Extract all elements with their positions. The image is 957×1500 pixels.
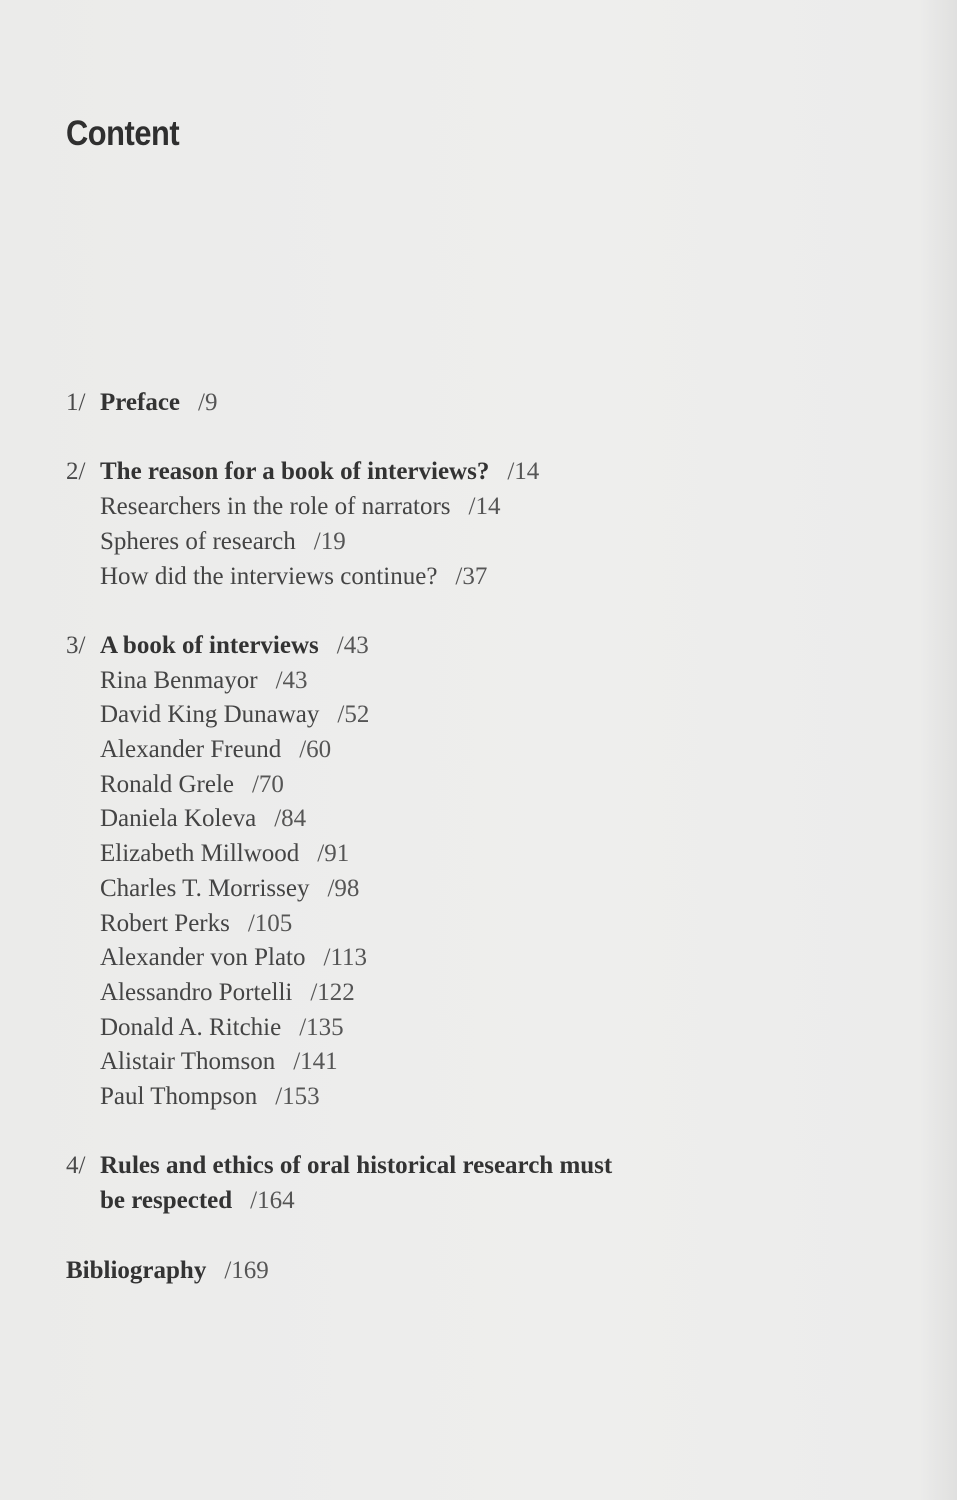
- toc-subentry[interactable]: [66, 664, 866, 699]
- section-number: 2/: [66, 458, 86, 486]
- toc-subentry[interactable]: [66, 941, 866, 976]
- subentry-label: Alessandro Portelli: [100, 978, 293, 1006]
- toc-subentry[interactable]: [66, 802, 866, 837]
- page-number: /60: [299, 736, 332, 763]
- toc-subentry[interactable]: [66, 872, 866, 907]
- section-heading-continued: be respected: [100, 1187, 233, 1215]
- page-number: /70: [251, 770, 284, 798]
- subentry-label: Alexander von Plato: [100, 944, 306, 972]
- subentry-label: Paul Thompson: [100, 1083, 258, 1111]
- page-number: /84: [274, 805, 307, 833]
- toc-subentry[interactable]: [66, 560, 866, 595]
- toc-subentry[interactable]: [66, 837, 866, 872]
- page-number: /105: [247, 909, 293, 937]
- subentry-label: Daniela Koleva: [100, 805, 257, 833]
- page-number: /43: [336, 631, 369, 659]
- page-number: /122: [310, 978, 355, 1006]
- page-number: /19: [313, 527, 346, 555]
- toc-entry[interactable]: [66, 1149, 866, 1184]
- toc-entry[interactable]: [66, 386, 866, 421]
- page-number: /164: [250, 1187, 295, 1215]
- page-title: Content: [66, 114, 180, 153]
- page-number: /14: [468, 493, 501, 521]
- subentry-label: Elizabeth Millwood: [100, 840, 300, 868]
- toc-subentry[interactable]: [66, 698, 866, 733]
- subentry-label: Rina Benmayor: [100, 666, 258, 694]
- toc-entry-continuation[interactable]: [66, 1184, 866, 1219]
- page-number: /52: [337, 701, 370, 729]
- subentry-label: Researchers in the role of narrators: [100, 493, 451, 521]
- toc-subentry[interactable]: [66, 976, 866, 1011]
- toc-section-reason: [66, 455, 866, 594]
- subentry-label: Donald A. Ritchie: [100, 1013, 282, 1041]
- section-heading: A book of interviews: [100, 631, 319, 659]
- subentry-label: David King Dunaway: [100, 701, 320, 729]
- toc-subentry[interactable]: [66, 1011, 866, 1046]
- subentry-label: How did the interviews continue?: [100, 562, 438, 590]
- toc-section-preface: [66, 386, 866, 421]
- page-number: /9: [198, 389, 218, 416]
- section-heading: Bibliography: [66, 1256, 207, 1284]
- toc-subentry[interactable]: [66, 1080, 866, 1115]
- section-heading: Rules and ethics of oral historical research must: [100, 1152, 613, 1180]
- subentry-label: Ronald Grele: [100, 770, 234, 798]
- page-number: /141: [293, 1048, 338, 1076]
- toc-section-rules: [66, 1149, 866, 1218]
- toc-subentry[interactable]: [66, 768, 866, 803]
- table-of-contents: [66, 386, 866, 1323]
- toc-subentry[interactable]: [66, 907, 866, 942]
- toc-section-bibliography: [66, 1254, 866, 1289]
- page-number: /91: [317, 840, 350, 868]
- section-number: 3/: [66, 631, 86, 659]
- toc-subentry[interactable]: [66, 525, 866, 560]
- page-number: /169: [224, 1256, 269, 1284]
- toc-entry[interactable]: [66, 1254, 866, 1289]
- toc-entry[interactable]: [66, 629, 866, 664]
- page-number: /14: [507, 458, 540, 486]
- subentry-label: Spheres of research: [100, 527, 296, 555]
- toc-subentry[interactable]: [66, 1045, 866, 1080]
- section-heading: Preface: [100, 389, 181, 416]
- subentry-label: Alistair Thomson: [100, 1048, 276, 1076]
- toc-entry[interactable]: [66, 455, 866, 490]
- section-heading: The reason for a book of interviews?: [100, 458, 490, 486]
- page-number: /43: [275, 666, 308, 694]
- page-number: /113: [323, 944, 368, 972]
- toc-subentry[interactable]: [66, 733, 866, 768]
- page-number: /135: [299, 1013, 344, 1041]
- page-number: /37: [455, 562, 488, 590]
- page-number: /153: [275, 1083, 320, 1111]
- subentry-label: Alexander Freund: [100, 736, 282, 763]
- page-number: /98: [327, 874, 360, 902]
- section-number: 1/: [66, 389, 86, 416]
- section-number: 4/: [66, 1152, 86, 1180]
- toc-subentry[interactable]: [66, 490, 866, 525]
- subentry-label: Charles T. Morrissey: [100, 874, 310, 902]
- subentry-label: Robert Perks: [100, 909, 230, 937]
- toc-section-interviews: [66, 629, 866, 1115]
